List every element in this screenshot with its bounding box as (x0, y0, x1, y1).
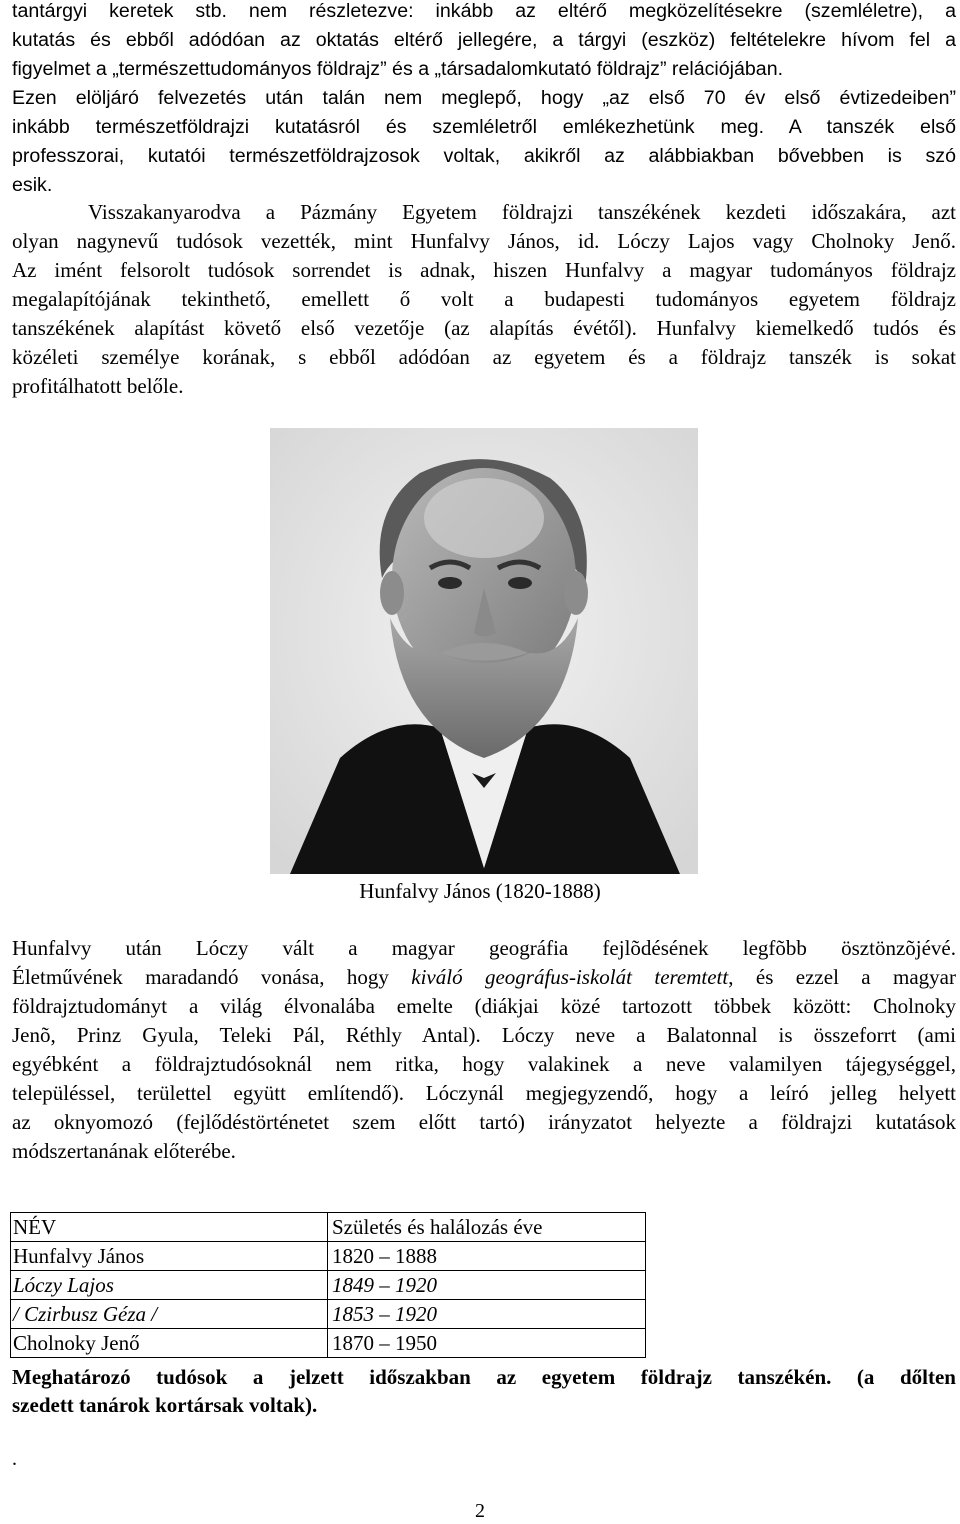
para2-line-3: Az imént felsorolt tudósok sorrendet is adnak, hiszen Hunfalvy a magyar tudományos földrajz (12, 258, 956, 282)
table-cell-years: 1820 – 1888 (328, 1242, 646, 1271)
para3-emphasis: kiváló geográfus-iskolát teremtett (411, 965, 729, 989)
stray-dot: . (12, 1448, 17, 1470)
para3-line-4: Jenõ, Prinz Gyula, Teleki Pál, Réthly Antal). Lóczy neve a Balatonnal is összeforrt (ami (12, 1023, 956, 1047)
table-cell-name: / Czirbusz Géza / (11, 1300, 328, 1329)
para2-line-7: profitálhatott belőle. (12, 374, 184, 398)
portrait-caption: Hunfalvy János (1820-1888) (359, 879, 601, 903)
table-cell-years: 1853 – 1920 (328, 1300, 646, 1329)
table-cell-years: 1870 – 1950 (328, 1329, 646, 1358)
intro-line-3: figyelmet a „természettudományos földrajz” és a „társadalomkutató földrajz” relációjában. (12, 58, 784, 80)
table-header-years: Születés és halálozás éve (328, 1213, 646, 1242)
table-row (11, 1329, 646, 1358)
intro-line-4: Ezen elöljáró felvezetés után talán nem meglepő, hogy „az első 70 év első évtizedeiben” (12, 87, 956, 109)
table-row (11, 1300, 646, 1329)
para2-line-6: közéleti személye korának, s ebből adódóan az egyetem és a földrajz tanszék is sokat (12, 345, 956, 369)
page-number: 2 (475, 1500, 485, 1522)
para3-line-7: az oknyomozó (fejlődéstörténetet szem előtt tartó) irányzatot helyezte a földrajzi kutatások (12, 1110, 956, 1134)
para3-line-3: földrajztudományt a világ élvonalába emelte (diákjai közé tartozott többek között: Cholnoky (12, 994, 956, 1018)
table-caption-line-2: szedett tanárok kortársak voltak). (12, 1393, 318, 1417)
table-cell-name: Cholnoky Jenő (11, 1329, 328, 1358)
table-cell-years: 1849 – 1920 (328, 1271, 646, 1300)
intro-line-7: esik. (12, 174, 53, 196)
para2-line-1: Visszakanyarodva a Pázmány Egyetem földrajzi tanszékének kezdeti időszakára, azt (88, 200, 956, 224)
para3-line-2-b: , és ezzel a magyar (728, 965, 956, 989)
para3-line-2-a: Életművének maradandó vonása, hogy (12, 965, 412, 989)
para2-line-5: tanszékének alapítást követő első vezetője (az alapítás évétől). Hunfalvy kiemelkedő tudós és (12, 316, 956, 340)
table-row (11, 1271, 646, 1300)
intro-line-1: tantárgyi keretek stb. nem részletezve: inkább az eltérő megközelítésekre (szemléletre), a (12, 0, 956, 22)
para3-line-5: egyébként a földrajztudósoknál nem ritka, hogy valakinek a neve valamilyen tájegységgel, (12, 1052, 956, 1076)
table-cell-name: Hunfalvy János (11, 1242, 328, 1271)
para3-line-8: módszertanának előterébe. (12, 1139, 236, 1163)
para3-line-6: településsel, területtel együtt említendő). Lóczynál megjegyzendő, hogy a leíró jelleg helyett (12, 1081, 956, 1105)
intro-line-5: inkább természetföldrajzi kutatásról és szemléletről emlékezhetünk meg. A tanszék első (12, 116, 956, 138)
table-row (11, 1242, 646, 1271)
para2-line-2: olyan nagynevű tudósok vezették, mint Hunfalvy János, id. Lóczy Lajos vagy Cholnoky Jenő. (12, 229, 956, 253)
scientists-table (10, 1212, 646, 1358)
portrait-image (270, 428, 698, 874)
table-header-name: NÉV (11, 1213, 328, 1242)
intro-line-2: kutatás és ebből adódóan az oktatás eltérő jellegére, a tárgyi (eszköz) feltételekre hívom fel a (12, 29, 956, 51)
para3-line-2 (12, 963, 956, 992)
intro-line-6: professzorai, kutatói természetföldrajzosok voltak, akikről az alábbiakban bővebben is szó (12, 145, 956, 167)
para2-line-4: megalapítójának tekinthető, emellett ő volt a budapesti tudományos egyetem földrajz (12, 287, 956, 311)
table-cell-name: Lóczy Lajos (11, 1271, 328, 1300)
table-caption-line-1: Meghatározó tudósok a jelzett időszakban az egyetem földrajz tanszékén. (a dőlten (12, 1365, 956, 1389)
table-header-row (11, 1213, 646, 1242)
para3-line-1: Hunfalvy után Lóczy vált a magyar geográfia fejlõdésének legfõbb ösztönzõjévé. (12, 936, 956, 960)
